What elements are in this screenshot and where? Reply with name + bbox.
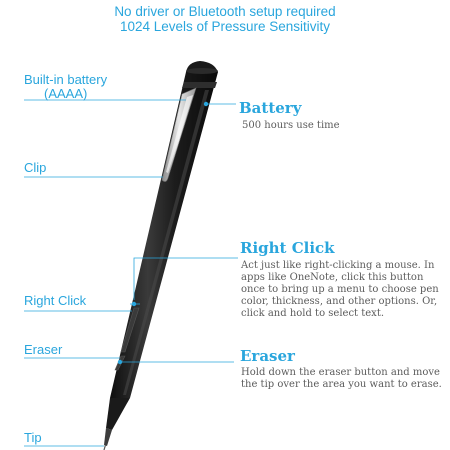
feature-right-click-title: Right Click	[240, 239, 335, 257]
label-battery-type: (AAAA)	[44, 86, 88, 101]
label-right-click: Right Click	[24, 293, 87, 308]
headline-pressure-levels: 1024 Levels of Pressure Sensitivity	[119, 19, 331, 34]
pen-tip	[104, 398, 130, 450]
feature-battery-desc: 500 hours use time	[242, 120, 340, 131]
label-eraser: Eraser	[24, 342, 63, 357]
feature-right-click-line5: click and hold to select text.	[241, 308, 385, 319]
label-tip: Tip	[24, 430, 42, 445]
feature-right-click-line3: once to bring up a menu to choose pen	[241, 284, 439, 295]
feature-right-click-line2: apps like OneNote, click this button	[241, 272, 424, 283]
headline-no-driver: No driver or Bluetooth setup required	[114, 4, 336, 19]
label-clip: Clip	[24, 160, 47, 175]
feature-right-click-line1: Act just like right-clicking a mouse. In	[241, 260, 435, 271]
feature-eraser-line1: Hold down the eraser button and move	[241, 367, 440, 378]
feature-battery-title: Battery	[239, 99, 302, 117]
label-built-in-battery: Built-in battery	[24, 72, 108, 87]
feature-eraser-line2: the tip over the area you want to erase.	[241, 379, 442, 390]
feature-eraser-title: Eraser	[240, 347, 295, 365]
feature-right-click-line4: color, thickness, and other options. Or,	[241, 296, 438, 307]
